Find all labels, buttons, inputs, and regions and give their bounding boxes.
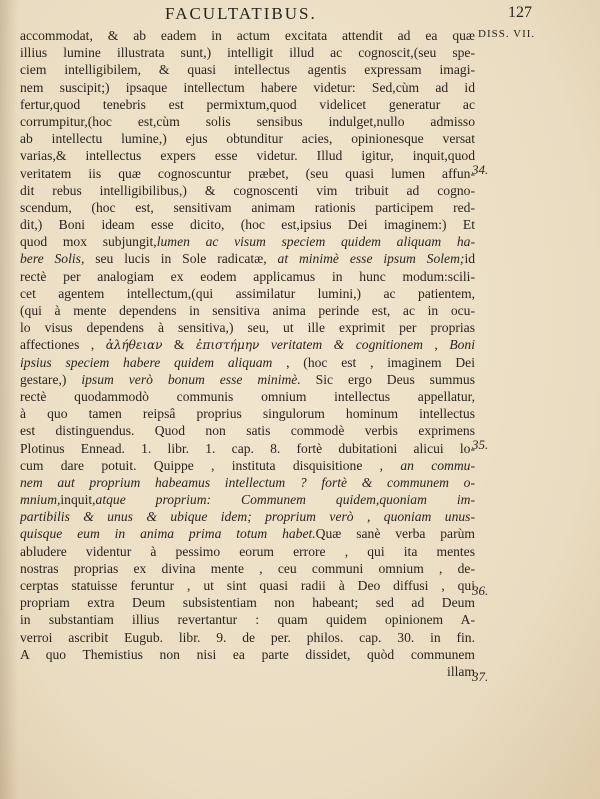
text-run: id [464, 251, 475, 267]
text-line-25 [20, 440, 475, 457]
text-line-9 [20, 165, 475, 182]
text-run: cerptas statuisse feruntur , ut sint quasi radii à Deo diffusi , qui [20, 578, 475, 593]
text-line-4 [20, 79, 475, 96]
text-line-33 [20, 577, 475, 594]
margin-number: 37. [472, 669, 489, 684]
text-run: gestare,) [20, 371, 82, 387]
text-line-37 [20, 646, 475, 663]
text-line-18 [20, 319, 475, 336]
italic-run: partibilis & unus & ubique idem; proprium verò , quoniam unus- [20, 509, 475, 525]
italic-run: an commu- [400, 457, 475, 473]
text-run: & [162, 337, 196, 353]
text-run: ciem intelligibilem, & quasi intellectus agentis expressam imagi- [20, 62, 475, 78]
text-run: (qui à mente dependens in sensitiva anima perinde est, ac in ocu- [20, 303, 475, 318]
text-run: corrumpitur,(hoc est,cùm solis sensibus indulget,nullo admisso [20, 113, 475, 129]
italic-run: ipsius speciem habere quidem aliquam [20, 354, 273, 370]
text-run: inquit, [60, 492, 96, 508]
italic-run: lumen ac visum speciem quidem aliquam ha- [156, 234, 475, 250]
text-run: nostras proprias ex divina mente , ceu communi omnium , de- [20, 560, 475, 576]
text-run: veritatem iis quæ cognoscuntur præbet, (seu quasi lumen affun- [20, 165, 475, 181]
text-run: Sic ergo Deus summus [300, 371, 475, 387]
text-run: Quæ sanè verba parùm [315, 526, 475, 542]
italic-run: quisque eum in anima prima totum habet. [20, 526, 316, 542]
text-run: , [422, 337, 450, 353]
text-run: varias,& intellectus expers esse videtur. Illud igitur, inquit,quod [20, 148, 475, 164]
greek-run: ἀλήθειαν [105, 338, 163, 353]
text-run: nem suscipit;) ipsaque intellectum habere videtur: Sed,cùm ad id [20, 79, 475, 95]
text-line-1 [20, 27, 475, 44]
body-text [20, 27, 475, 680]
text-line-20 [20, 354, 475, 371]
italic-run: ipsum verò bonum esse minimè. [81, 371, 301, 387]
text-line-35 [20, 611, 475, 628]
italic-run: Boni [449, 337, 475, 353]
text-run: abludere videntur à pessimo eorum errore , qui ita mentes [20, 543, 475, 559]
italic-run: at minimè esse ipsum Solem; [277, 251, 465, 267]
text-run: verroi ascribit Eugub. libr. 9. de per. philos. cap. 30. in fin. [20, 629, 475, 645]
greek-run: ἐπιστήμην [196, 338, 260, 353]
italic-run: mnium, [20, 492, 61, 508]
text-run: seu lucis in Sole radicatæ, [84, 251, 278, 267]
margin-note: DISS. VII. [478, 28, 536, 40]
margin-number: 36. [472, 583, 489, 598]
text-line-15 [20, 268, 475, 285]
text-line-22 [20, 388, 475, 405]
text-line-11 [20, 199, 475, 216]
text-run: in substantiam illius revertantur : quam quidem opinionem A- [20, 612, 475, 628]
text-line-27 [20, 474, 475, 491]
text-line-23 [20, 405, 475, 422]
page-number: 127 [508, 4, 532, 21]
text-line-3 [20, 61, 475, 78]
text-line-28 [20, 491, 475, 508]
text-run: à quo tamen reipsâ proprius singulorum hominum intellectus [20, 406, 475, 422]
italic-run: veritatem & cognitionem [270, 337, 423, 353]
text-run: rectè quodammodò communis omnium intellectus appellatur, [20, 388, 475, 404]
italic-run: bere Solis, [20, 251, 85, 267]
text-run: illam [447, 663, 475, 679]
italic-run: nem aut proprium habeamus intellectum ? fortè & communem o- [20, 474, 475, 490]
text-run: propriam extra Deum subsistentiam non habeant; sed ad Deum [20, 595, 475, 611]
text-run: affectiones , [20, 337, 106, 353]
text-run: accommodat, & ab eadem in actum excitata attendit ad ea quæ [20, 28, 475, 43]
text-line-16 [20, 285, 475, 302]
text-line-31 [20, 543, 475, 560]
text-run: quod mox subjungit, [20, 234, 157, 250]
text-run: scendum, (hoc est, sensitivam animam rationis participem red- [20, 199, 475, 215]
text-line-26 [20, 457, 475, 474]
text-line-2 [20, 44, 475, 61]
text-run: A quo Themistius non nisi ea parte dissidet, quòd communem [20, 646, 475, 662]
page-gutter-shadow [0, 0, 18, 799]
text-run: fertur,quod tenebris est permixtum,quod videlicet generatur ac [20, 96, 475, 112]
margin-number: 35. [472, 437, 489, 452]
text-line-13 [20, 233, 475, 250]
margin-number: 34. [472, 162, 489, 177]
text-line-34 [20, 594, 475, 611]
text-run [259, 337, 271, 352]
running-head [0, 4, 600, 26]
text-line-12 [20, 216, 475, 233]
text-run: dit,) Boni ideam esse dicito, (hoc est,ipsius Dei imaginem:) Et [20, 217, 475, 233]
text-run: cum dare potuit. Quippe , instituta disquisitione , [20, 457, 401, 473]
text-line-29 [20, 508, 475, 525]
text-line-17 [20, 302, 475, 319]
text-line-10 [20, 182, 475, 199]
text-run: Plotinus Ennead. 1. libr. 1. cap. 8. fortè dubitationi alicui lo- [20, 440, 475, 456]
text-line-14 [20, 250, 475, 267]
italic-run: atque proprium: Communem quidem,quoniam im- [95, 492, 475, 508]
text-line-36 [20, 629, 475, 646]
text-run: illius lumine illustrata sunt,) intelligit illud ac cognoscit,(seu spe- [20, 45, 475, 61]
text-run: cet agentem intellectum,(qui assimilatur lumini,) ac patientem, [20, 285, 475, 301]
text-line-8 [20, 147, 475, 164]
text-run: dit rebus intelligibilibus,) & cognoscenti vim tribuit ad cogno- [20, 182, 475, 198]
text-line-19 [20, 336, 475, 353]
running-title: FACULTATIBUS. [165, 4, 317, 23]
catchword [20, 663, 475, 680]
text-line-32 [20, 560, 475, 577]
text-run: ab intellectu lumine,) ejus obtunditur acies, opinionesque versat [20, 131, 475, 147]
text-line-7 [20, 130, 475, 147]
text-line-21 [20, 371, 475, 388]
text-run: rectè per analogiam ex eodem applicamus in hunc modum:scili- [20, 268, 475, 284]
text-run: , (hoc est , imaginem Dei [272, 354, 475, 370]
text-line-5 [20, 96, 475, 113]
text-line-6 [20, 113, 475, 130]
text-run: lo visus dependens à sensitiva,) seu, ut ille exprimit per proprias [20, 320, 475, 336]
text-run: est distinguendus. Quod non satis commodè verbis exprimens [20, 423, 475, 439]
text-line-30 [20, 525, 475, 542]
text-line-24 [20, 422, 475, 439]
